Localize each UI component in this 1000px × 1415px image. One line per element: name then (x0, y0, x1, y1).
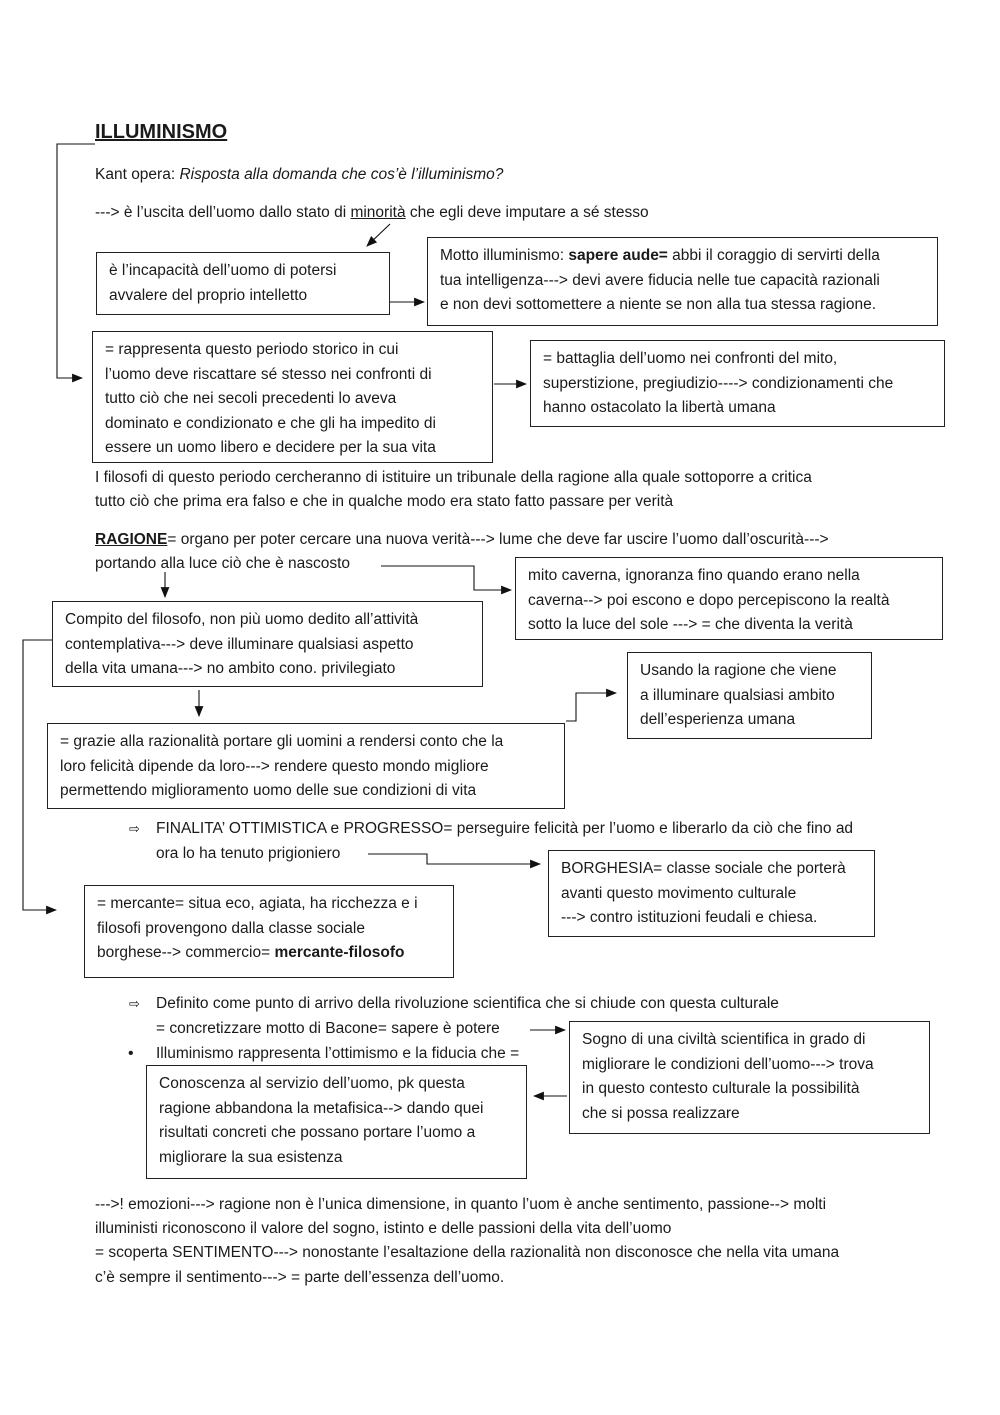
kant-line (95, 163, 503, 188)
box-line: a illuminare qualsiasi ambito (640, 686, 835, 704)
closing-line: illuministi riconoscono il valore del sogno, istinto e delle passioni della vita dell’uomo (95, 1220, 672, 1237)
box-line: filosofi provengono dalla classe sociale (97, 919, 365, 937)
filosofi-line: I filosofi di questo periodo cercheranno di istituire un tribunale della ragione alla quale sottoporre a critica (95, 469, 812, 486)
box-line: dell’esperienza umana (640, 711, 796, 728)
box-line: essere un uomo libero e decidere per la sua vita (105, 439, 436, 456)
illuminismo-rappresenta-line: Illuminismo rappresenta l’ottimismo e la fiducia che = (156, 1045, 520, 1062)
filosofi-line: tutto ciò che prima era falso e che in qualche modo era stato fatto passare per verità (95, 493, 674, 510)
box-line: BORGHESIA= classe sociale che porterà (561, 860, 846, 877)
box-line: ---> contro istituzioni feudali e chiesa. (561, 909, 818, 926)
box-line: avvalere del proprio intelletto (109, 286, 308, 304)
box-sogno (569, 1021, 930, 1134)
box-battaglia (530, 340, 945, 427)
closing-line: c’è sempre il sentimento---> = parte dell’essenza dell’uomo. (95, 1269, 505, 1286)
box-line: è l’incapacità dell’uomo di potersi (109, 262, 337, 279)
box-line: contemplativa---> deve illuminare qualsiasi aspetto (65, 635, 414, 653)
arrow-bullet-icon: ⇨ (129, 996, 140, 1011)
box-line: = mercante= situa eco, agiata, ha ricchezza e i (97, 895, 418, 912)
box-caverna (515, 557, 943, 640)
box-line: = battaglia dell’uomo nei confronti del mito, (543, 350, 838, 367)
closing-line: = scoperta SENTIMENTO---> nonostante l’esaltazione della razionalità non disconosce che nella vita umana (95, 1244, 840, 1261)
box-line: della vita umana---> no ambito cono. privilegiato (65, 660, 396, 677)
box-periodo (92, 331, 493, 463)
box-line: e non devi sottomettere a niente se non alla tua stessa ragione. (440, 296, 877, 313)
box-line: caverna--> poi escono e dopo percepiscono la realtà (528, 591, 890, 609)
kant-prefix: Kant opera: (95, 166, 180, 183)
definito-line: = concretizzare motto di Bacone= sapere è potere (156, 1020, 500, 1037)
arrow-minorita-to-incapacita (367, 224, 390, 246)
box-line: che si possa realizzare (582, 1104, 740, 1122)
motto-prefix: Motto illuminismo: (440, 247, 569, 264)
box-line: avanti questo movimento culturale (561, 884, 797, 902)
box-line: permettendo miglioramento uomo delle sue condizioni di vita (60, 782, 477, 799)
definito-line: Definito come punto di arrivo della rivoluzione scientifica che si chiude con questa culturale (156, 995, 779, 1012)
ragione-definition: = organo per poter cercare una nuova verità---> lume che deve far uscire l’uomo dall’oscurità---> (167, 531, 829, 548)
box-compito (52, 601, 483, 687)
box-line: ragione abbandona la metafisica--> dando quei (159, 1099, 484, 1117)
finalita-line: ora lo ha tenuto prigioniero (156, 845, 341, 862)
motto-rest: abbi il coraggio di servirti della (667, 247, 880, 264)
arrow-finalita-to-borghesia (368, 854, 540, 864)
box-line: migliorare la sua esistenza (159, 1148, 343, 1166)
box-line: mito caverna, ignoranza fino quando erano nella (528, 567, 860, 584)
box-borghesia (548, 850, 875, 937)
ragione-line-2: portando alla luce ciò che è nascosto (95, 555, 351, 572)
box-line: dominato e condizionato e che gli ha impedito di (105, 414, 436, 432)
arrow-bullet-icon: ⇨ (129, 821, 140, 836)
box-line: tutto ciò che nei secoli precedenti lo aveva (105, 390, 397, 407)
motto-line (440, 244, 925, 269)
box-line: l’uomo deve riscattare sé stesso nei confronti di (105, 365, 432, 383)
arrow-ragione-to-caverna (381, 566, 511, 590)
box-line: hanno ostacolato la libertà umana (543, 399, 776, 416)
box-motto (427, 237, 938, 326)
ragione-term: RAGIONE (95, 531, 168, 548)
minorita-term: minorità (350, 204, 406, 221)
box-line: superstizione, pregiudizio----> condizionamenti che (543, 374, 894, 392)
box-mercante (84, 885, 454, 978)
mercante-prefix: borghese--> commercio= (97, 944, 275, 961)
box-usando (627, 652, 872, 739)
box-line: Compito del filosofo, non più uomo dedito all’attività (65, 611, 419, 628)
closing-line: --->! emozioni---> ragione non è l’unica dimensione, in quanto l’uom è anche sentimento, passione--> molti (95, 1196, 827, 1213)
page-title: ILLUMINISMO (95, 121, 228, 143)
box-line: tua intelligenza---> devi avere fiducia nelle tue capacità razionali (440, 271, 880, 289)
box-line: in questo contesto culturale la possibilità (582, 1080, 860, 1097)
box-line: Sogno di una civiltà scientifica in grado di (582, 1031, 866, 1048)
arrow-grazie-to-usando (566, 693, 616, 721)
kant-work: Risposta alla domanda che cos’è l’illuminismo? (179, 166, 504, 183)
box-incapacita (96, 252, 390, 315)
box-line: = grazie alla razionalità portare gli uomini a rendersi conto che la (60, 733, 504, 750)
box-line: sotto la luce del sole ---> = che diventa la verità (528, 616, 853, 633)
dot-bullet-icon: • (128, 1045, 134, 1062)
box-conoscenza (146, 1065, 527, 1179)
box-line: = rappresenta questo periodo storico in cui (105, 341, 399, 358)
arrow-title-to-periodo (57, 144, 95, 378)
ragione-line (95, 528, 829, 553)
exit-line (95, 201, 649, 226)
finalita-line: FINALITA’ OTTIMISTICA e PROGRESSO= perseguire felicità per l’uomo e liberarlo da ciò che fino ad (156, 820, 854, 837)
box-grazie (47, 723, 565, 809)
box-line: Conoscenza al servizio dell’uomo, pk questa (159, 1075, 465, 1092)
sapere-aude: sapere aude= (568, 247, 668, 264)
box-line: Usando la ragione che viene (640, 662, 837, 679)
exit-line-before: ---> è l’uscita dell’uomo dallo stato di (95, 204, 351, 221)
mercante-last-line (97, 941, 441, 966)
box-line: risultati concreti che possano portare l’uomo a (159, 1124, 476, 1141)
box-line: migliorare le condizioni dell’uomo---> trova (582, 1055, 874, 1073)
mercante-filosofo: mercante-filosofo (274, 944, 405, 961)
box-line: loro felicità dipende da loro---> rendere questo mondo migliore (60, 757, 489, 775)
exit-line-after: che egli deve imputare a sé stesso (405, 204, 649, 221)
